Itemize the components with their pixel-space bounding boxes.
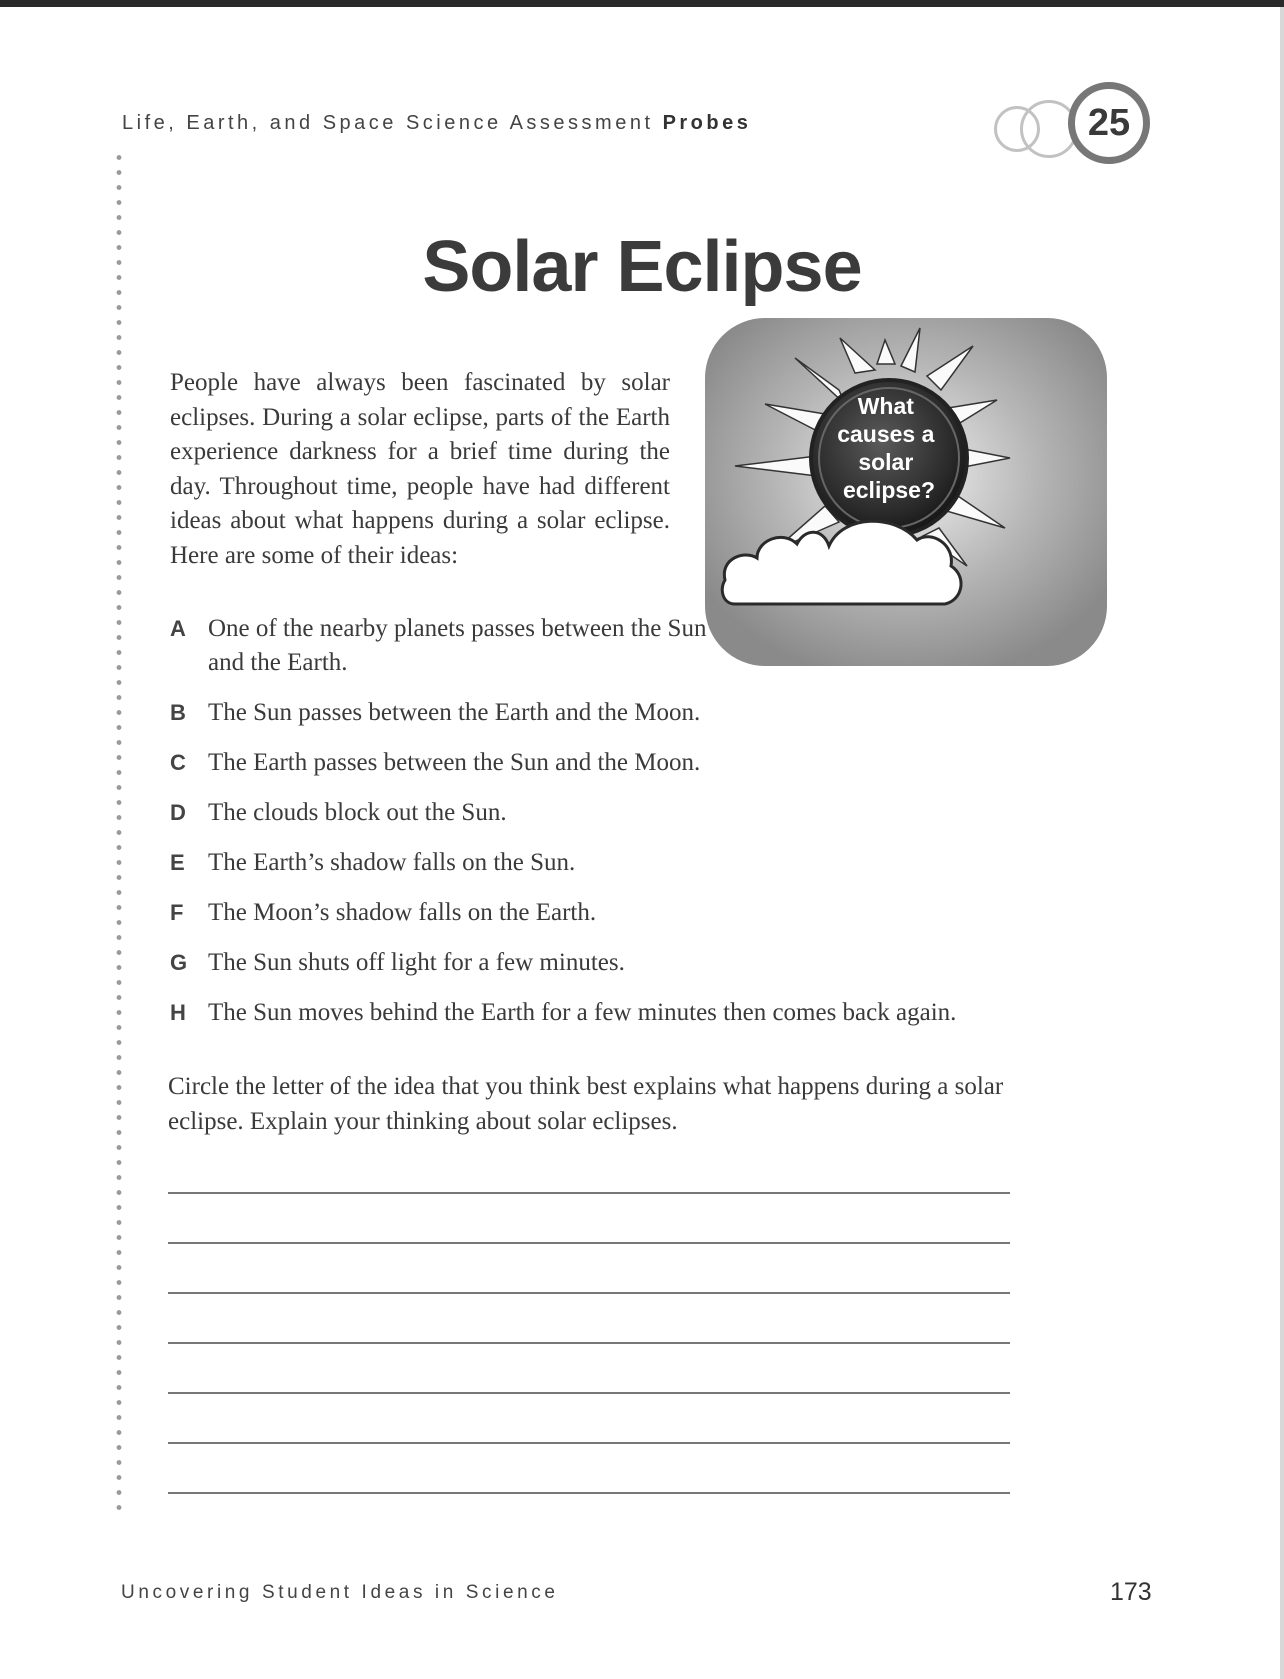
answer-lines [168,1192,1010,1542]
scan-top-border [0,0,1284,7]
option-letter[interactable]: C [170,750,186,775]
series-header-bold: Probes [662,112,752,134]
option-a[interactable] [170,612,708,680]
caption-line-3: solar [858,449,914,475]
option-e[interactable] [170,846,1030,880]
series-header [122,112,751,135]
option-text: The Earth passes between the Sun and the Moon. [208,749,701,776]
option-c[interactable] [170,746,1030,780]
answer-line[interactable] [168,1192,1010,1194]
option-g[interactable] [170,946,1030,980]
answer-line[interactable] [168,1342,1010,1344]
option-letter[interactable]: E [170,850,185,875]
option-text: The clouds block out the Sun. [208,799,507,826]
option-text: The Moon’s shadow falls on the Earth. [208,899,597,926]
probe-number: 25 [1068,82,1150,164]
answer-line[interactable] [168,1292,1010,1294]
caption-line-4: eclipse? [842,477,936,503]
option-h[interactable] [170,996,1030,1030]
option-b[interactable] [170,696,1030,730]
option-text: The Sun passes between the Earth and the Moon. [208,699,701,726]
option-d[interactable] [170,796,1030,830]
answer-line[interactable] [168,1242,1010,1244]
option-letter[interactable]: F [170,900,184,925]
answer-line[interactable] [168,1492,1010,1494]
book-title-footer: Uncovering Student Ideas in Science [121,1582,559,1603]
option-text: The Earth’s shadow falls on the Sun. [208,849,576,876]
option-letter[interactable]: A [170,616,186,641]
series-header-prefix: Life, Earth, and Space Science Assessment [122,112,654,134]
answer-options [170,612,1030,1046]
page-number: 173 [1110,1578,1152,1606]
caption-line-2: causes a [837,421,935,447]
option-letter[interactable]: D [170,800,186,825]
question-prompt: Circle the letter of the idea that you think best explains what happens during a solar eclipse. Explain your thinking about solar eclipses. [168,1073,1004,1135]
option-text: The Sun moves behind the Earth for a few minutes then comes back again. [208,999,957,1026]
option-text: The Sun shuts off light for a few minutes. [208,949,625,976]
option-letter[interactable]: H [170,1000,186,1025]
option-text: One of the nearby planets passes between the Sun and the Earth. [208,615,707,676]
page-title: Solar Eclipse [422,227,862,307]
answer-line[interactable] [168,1392,1010,1394]
answer-line[interactable] [168,1442,1010,1444]
dotted-margin-rule [116,150,122,1510]
intro-paragraph: People have always been fascinated by solar eclipses. During a solar eclipse, parts of the Earth experience darkness for a brief time during the day. Throughout time, people have had different ideas about what happens during a solar eclipse. Here are some of their ideas: [170,369,670,569]
option-letter[interactable]: B [170,700,186,725]
probe-number-badge [990,80,1170,180]
option-f[interactable] [170,896,1030,930]
option-letter[interactable]: G [170,950,188,975]
caption-line-1: What [857,393,914,419]
